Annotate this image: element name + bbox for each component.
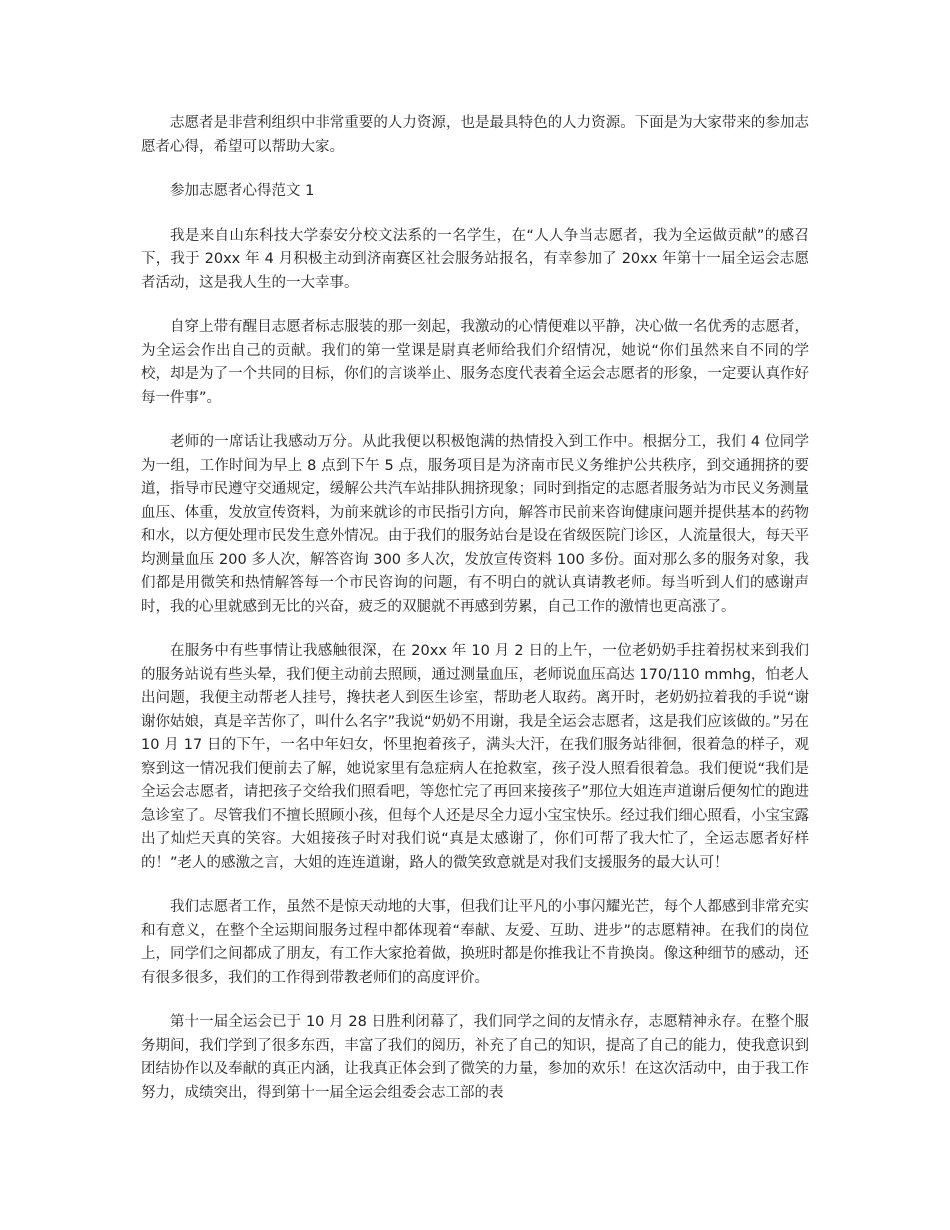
body-paragraph: 在服务中有些事情让我感触很深，在 20xx 年 10 月 2 日的上午，一位老奶奶手拄着拐杖来到我们的服务站说有些头晕，我们便主动前去照顾，通过测量血压，老师说血压高达 170/110 mmhg，怕老人出问题，我便主动帮老人挂号，搀扶老人到医生诊室，帮助老人取药。离开时，老奶奶拉着我的手说“谢谢你姑娘，真是辛苦你了，叫什么名字”我说“奶奶不用谢，我是全运会志愿者，这是我们应该做的。”另在 10 月 17 日的下午，一名中年妇女，怀里抱着孩子，满头大汗，在我们服务站徘徊，很着急的样子，观察到这一情况我们便前去了解，她说家里有急症病人在抢救室，孩子没人照看很着急。我们便说“我们是全运会志愿者，请把孩子交给我们照看吧，等您忙完了再回来接孩子”那位大姐连声道谢后便匆忙的跑进急诊室了。尽管我们不擅长照顾小孩，但每个人还是尽全力逗小宝宝快乐。经过我们细心照看，小宝宝露出了灿烂天真的笑容。大姐接孩子时对我们说“真是太感谢了，你们可帮了我大忙了，全运志愿者好样的！”老人的感激之言，大姐的连连道谢，路人的微笑致意就是对我们支援服务的最大认可！ xyxy=(141,643,809,871)
body-paragraph: 我们志愿者工作，虽然不是惊天动地的大事，但我们让平凡的小事闪耀光芒，每个人都感到非常充实和有意义，在整个全运期间服务过程中都体现着“奉献、友爱、互助、进步”的志愿精神。在我们的岗位上，同学们之间都成了朋友，有工作大家抢着做，换班时都是你推我让不肯换岗。像这种细节的感动，还有很多很多，我们的工作得到带教老师们的高度评价。 xyxy=(141,899,809,986)
body-paragraph: 我是来自山东科技大学泰安分校文法系的一名学生，在“人人争当志愿者，我为全运做贡献”的感召下，我于 20xx 年 4 月积极主动到济南赛区社会服务站报名，有幸参加了 20xx 年第十一届全运会志愿者活动，这是我人生的一大幸事。 xyxy=(141,227,809,291)
body-paragraph: 第十一届全运会已于 10 月 28 日胜利闭幕了，我们同学之间的友情永存，志愿精神永存。在整个服务期间，我们学到了很多东西，丰富了我们的阅历，补充了自己的知识，提高了自己的能力，使我意识到团结协作以及奉献的真正内涵，让我真正体会到了微笑的力量，参加的欢乐！在这次活动中，由于我工作努力，成绩突出，得到第十一届全运会组委会志工部的表 xyxy=(141,1014,809,1101)
document-body xyxy=(141,112,809,1126)
intro-paragraph: 志愿者是非营利组织中非常重要的人力资源，也是最具特色的人力资源。下面是为大家带来的参加志愿者心得，希望可以帮助大家。 xyxy=(141,115,809,155)
body-paragraph: 老师的一席话让我感动万分。从此我便以积极饱满的热情投入到工作中。根据分工，我们 4 位同学为一组，工作时间为早上 8 点到下午 5 点，服务项目是为济南市民义务维护公共秩序，到交通拥挤的要道，指导市民遵守交通规定，缓解公共汽车站排队拥挤现象；同时到指定的志愿者服务站为市民义务测量血压、体重，发放宣传资料，为前来就诊的市民指引方向，解答市民前来咨询健康问题并提供基本的药物和水，以方便处理市民发生意外情况。由于我们的服务站台是设在省级医院门诊区，人流量很大，每天平均测量血压 200 多人次，解答咨询 300 多人次，发放宣传资料 100 多份。面对那么多的服务对象，我们都是用微笑和热情解答每一个市民咨询的问题，有不明白的就认真请教老师。每当听到人们的感谢声时，我的心里就感到无比的兴奋，疲乏的双腿就不再感到劳累，自己工作的激情也更高涨了。 xyxy=(141,434,809,615)
body-paragraph: 自穿上带有醒目志愿者标志服装的那一刻起，我激动的心情便难以平静，决心做一名优秀的志愿者，为全运会作出自己的贡献。我们的第一堂课是尉真老师给我们介绍情况，她说“你们虽然来自不同的学校，却是为了一个共同的目标，你们的言谈举止、服务态度代表着全运会志愿者的形象，一定要认真作好每一件事”。 xyxy=(141,319,809,406)
essay-title: 参加志愿者心得范文 1 xyxy=(170,183,315,199)
